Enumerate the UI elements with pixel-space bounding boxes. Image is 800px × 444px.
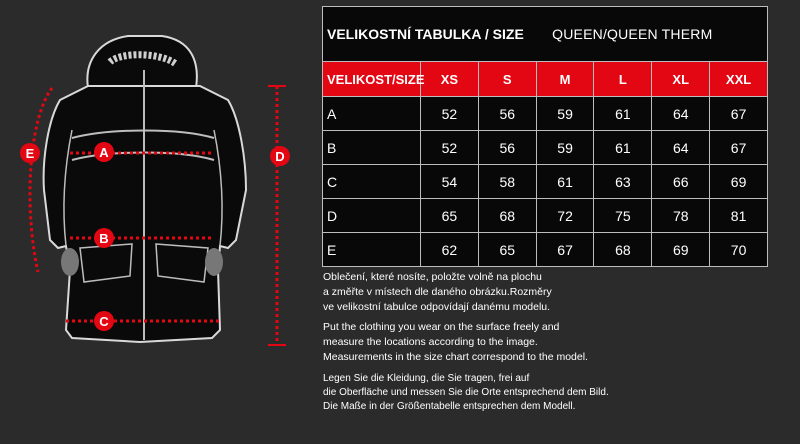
table-cell: 61 xyxy=(594,97,652,131)
table-cell: 62 xyxy=(421,233,479,267)
table-cell: 70 xyxy=(710,233,768,267)
note-line: ve velikostní tabulce odpovídají danému modelu. xyxy=(323,301,551,313)
table-cell: 65 xyxy=(421,199,479,233)
model-name: QUEEN/QUEEN THERM xyxy=(536,7,767,62)
note-line: die Oberfläche und messen Sie die Orte entsprechend dem Bild. xyxy=(323,387,609,398)
table-cell: 68 xyxy=(478,199,536,233)
table-cell: 52 xyxy=(421,97,479,131)
note-line: a změřte v místech dle daného obrázku.Rozměry xyxy=(323,286,552,298)
table-cell: 64 xyxy=(652,131,710,165)
marker-c xyxy=(94,311,114,331)
note-line: measure the locations according to the image. xyxy=(323,336,538,348)
table-cell: 75 xyxy=(594,199,652,233)
table-cell: 67 xyxy=(536,233,594,267)
header-cell: XXL xyxy=(710,62,768,97)
table-row xyxy=(323,131,768,165)
note-german xyxy=(323,372,609,414)
table-cell: 56 xyxy=(478,97,536,131)
table-cell: 61 xyxy=(536,165,594,199)
table-cell: 69 xyxy=(710,165,768,199)
table-row xyxy=(323,199,768,233)
svg-text:D: D xyxy=(275,149,285,164)
table-cell: 72 xyxy=(536,199,594,233)
table-cell: 78 xyxy=(652,199,710,233)
header-cell: M xyxy=(536,62,594,97)
row-label: A xyxy=(323,97,421,131)
header-cell: S xyxy=(478,62,536,97)
note-line: Legen Sie die Kleidung, die Sie tragen, frei auf xyxy=(323,373,530,384)
table-cell: 61 xyxy=(594,131,652,165)
header-cell: L xyxy=(594,62,652,97)
header-cell: XS xyxy=(421,62,479,97)
jacket-illustration xyxy=(0,0,310,444)
table-cell: 66 xyxy=(652,165,710,199)
table-cell: 68 xyxy=(594,233,652,267)
marker-a xyxy=(94,142,114,162)
marker-b xyxy=(94,228,114,248)
table-cell: 67 xyxy=(710,131,768,165)
table-row xyxy=(323,97,768,131)
svg-text:B: B xyxy=(99,231,109,246)
svg-text:C: C xyxy=(99,314,109,329)
table-cell: 56 xyxy=(478,131,536,165)
note-line: Measurements in the size chart correspond to the model. xyxy=(323,351,588,363)
table-cell: 52 xyxy=(421,131,479,165)
glove-right xyxy=(205,248,223,276)
title-row xyxy=(323,7,768,62)
note-line: Die Maße in der Größentabelle entsprechen dem Modell. xyxy=(323,401,576,412)
header-row xyxy=(323,62,768,97)
table-cell: 64 xyxy=(652,97,710,131)
table-cell: 59 xyxy=(536,97,594,131)
note-english xyxy=(323,320,588,365)
table-cell: 59 xyxy=(536,131,594,165)
note-line: Put the clothing you wear on the surface freely and xyxy=(323,321,560,333)
marker-e xyxy=(20,143,40,163)
table-row xyxy=(323,165,768,199)
table-cell: 67 xyxy=(710,97,768,131)
note-line: Oblečení, které nosíte, položte volně na plochu xyxy=(323,271,542,283)
table-cell: 63 xyxy=(594,165,652,199)
table-cell: 65 xyxy=(478,233,536,267)
marker-d xyxy=(270,146,290,166)
row-label: D xyxy=(323,199,421,233)
table-cell: 81 xyxy=(710,199,768,233)
svg-text:E: E xyxy=(25,146,35,161)
glove-left xyxy=(61,248,79,276)
table-cell: 54 xyxy=(421,165,479,199)
table-cell: 69 xyxy=(652,233,710,267)
table-title: VELIKOSTNÍ TABULKA / SIZE xyxy=(323,7,537,62)
row-label: E xyxy=(323,233,421,267)
header-cell: VELIKOST/SIZE xyxy=(323,62,421,97)
note-czech xyxy=(323,270,552,315)
size-table xyxy=(322,6,768,267)
header-cell: XL xyxy=(652,62,710,97)
table-cell: 58 xyxy=(478,165,536,199)
row-label: B xyxy=(323,131,421,165)
row-label: C xyxy=(323,165,421,199)
table-row xyxy=(323,233,768,267)
svg-text:A: A xyxy=(99,145,109,160)
